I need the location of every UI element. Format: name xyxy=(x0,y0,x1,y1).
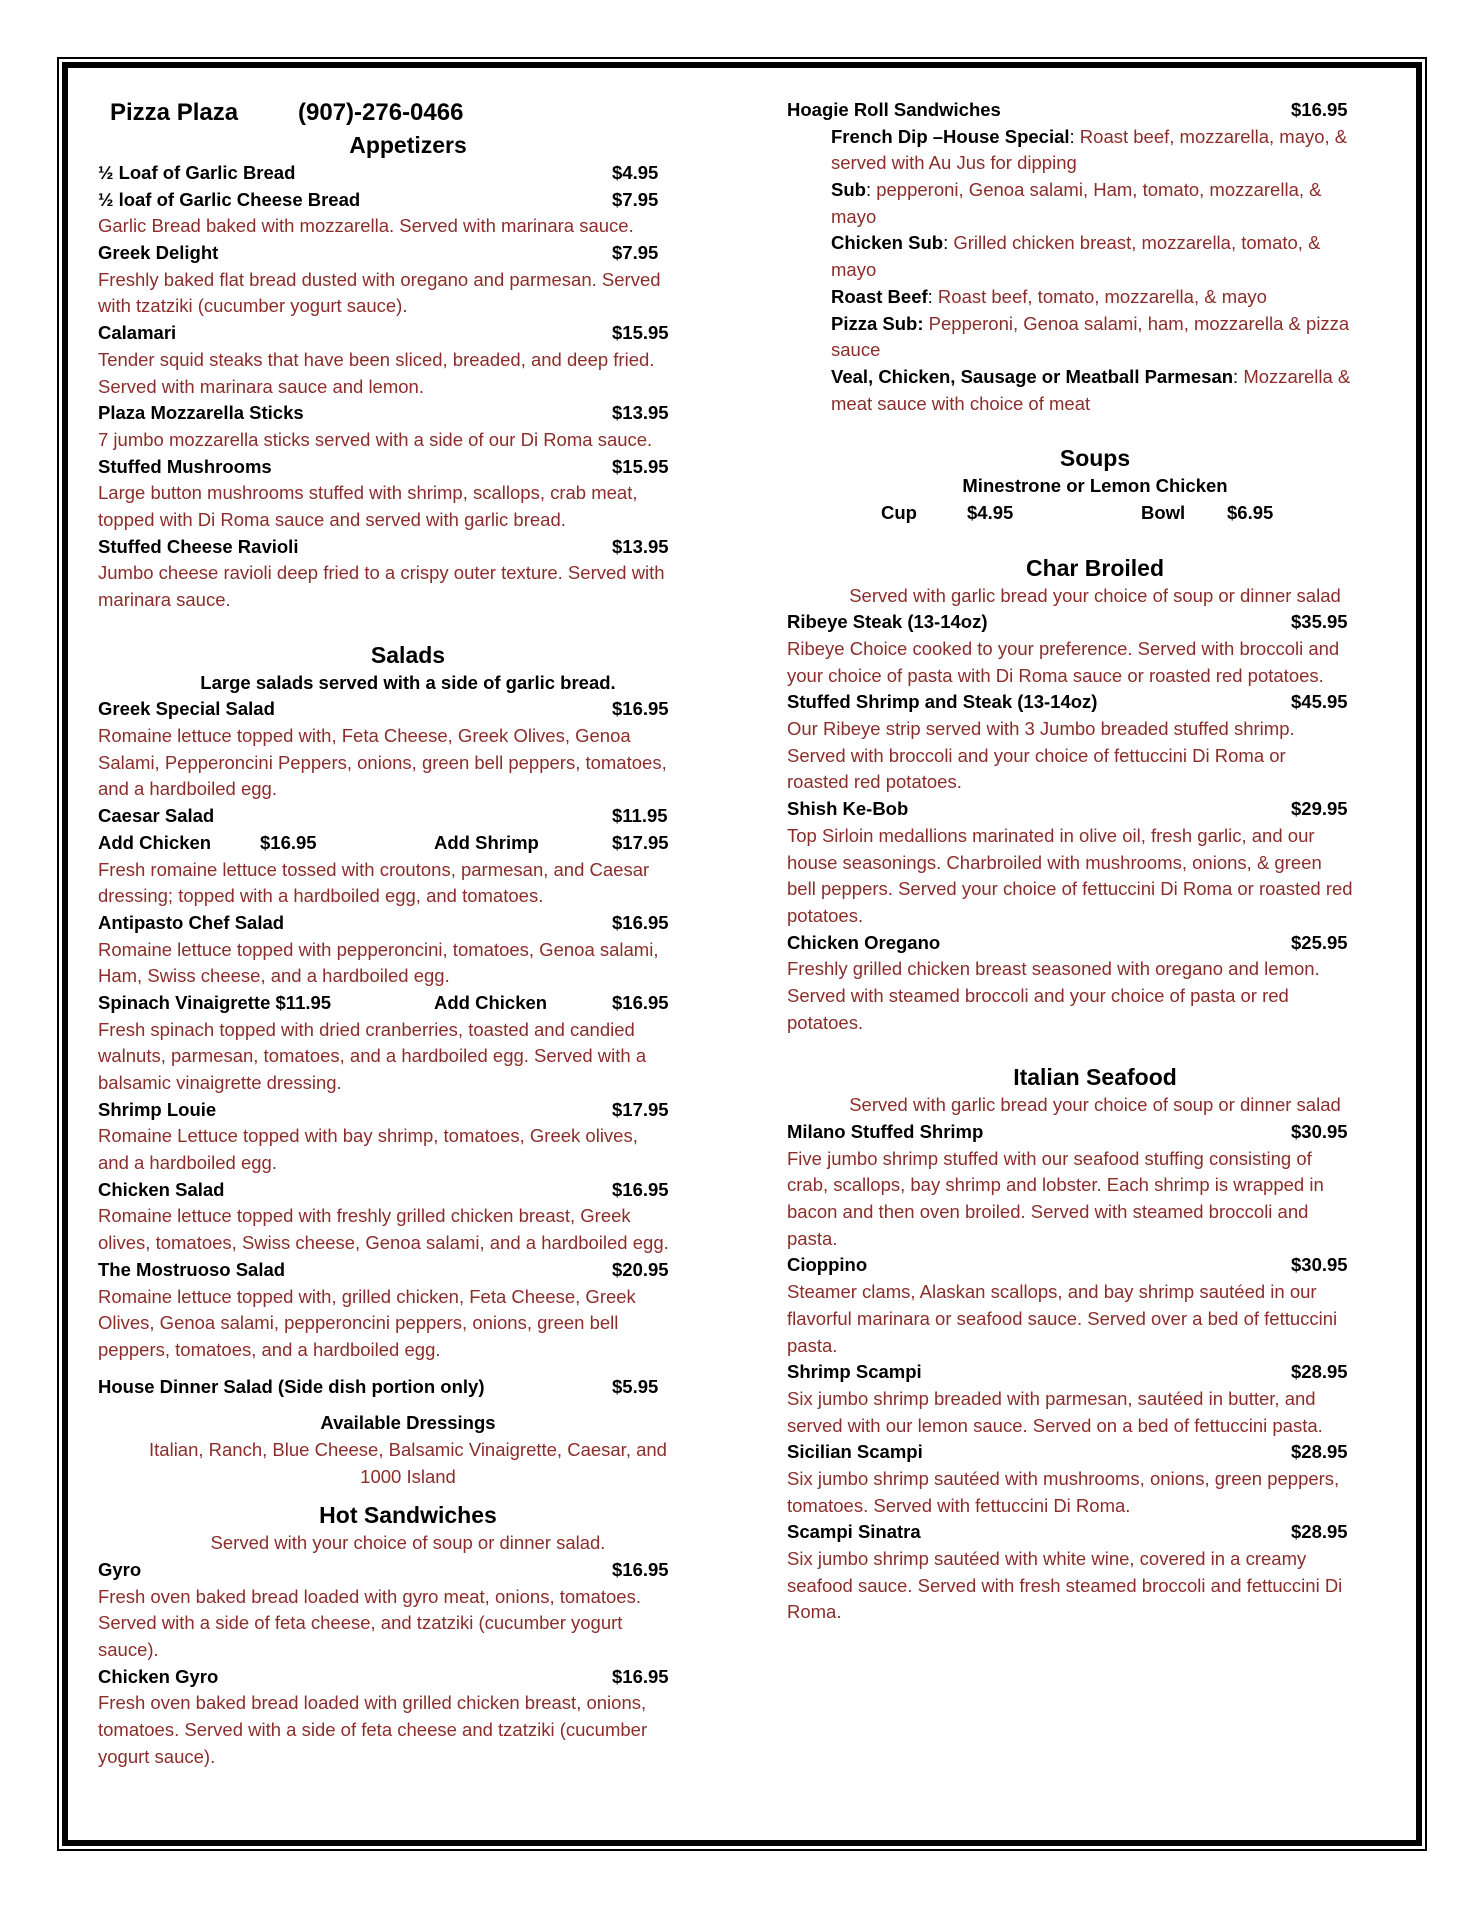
char-broiled-list xyxy=(787,609,1403,1036)
dressings-list xyxy=(98,1437,718,1490)
item-title-row xyxy=(98,696,718,723)
separator: : xyxy=(943,232,954,254)
item-description: your choice of pasta with Di Roma sauce or roasted red potatoes. xyxy=(787,664,1324,686)
section-title-hot-sandwiches: Hot Sandwiches xyxy=(319,1502,497,1529)
hoagie-item xyxy=(831,364,1403,417)
item-description: Tender squid steaks that have been sliced, breaded, and deep fried. xyxy=(98,348,655,370)
menu-item xyxy=(98,454,718,534)
hot-sandwiches-subtitle: Served with your choice of soup or dinner salad. xyxy=(210,1532,606,1554)
item-description: Freshly grilled chicken breast seasoned with oregano and lemon. xyxy=(787,958,1320,980)
item-description: Romaine lettuce topped with pepperoncini, tomatoes, Genoa salami, xyxy=(98,938,659,960)
item-description: Freshly baked flat bread dusted with oregano and parmesan. Served xyxy=(98,268,661,290)
bowl-label: Bowl xyxy=(1141,501,1186,523)
cup-label: Cup xyxy=(881,501,917,523)
item-title-row xyxy=(787,796,1403,823)
salad-caesar xyxy=(98,803,718,910)
item-title-row xyxy=(787,1119,1403,1146)
item-description: with tzatziki (cucumber yogurt sauce). xyxy=(98,295,408,317)
item-description: marinara sauce. xyxy=(98,589,231,610)
item-description: Grilled chicken breast, mozzarella, tomato, & xyxy=(953,232,1321,254)
menu-item xyxy=(787,689,1403,796)
soup-prices xyxy=(787,500,1403,527)
separator: : xyxy=(1233,365,1244,387)
item-description: Steamer clams, Alaskan scallops, and bay shrimp sautéed in our xyxy=(787,1281,1317,1303)
item-description: Our Ribeye strip served with 3 Jumbo breaded stuffed shrimp. xyxy=(787,718,1295,740)
item-description: Fresh oven baked bread loaded with grilled chicken breast, onions, xyxy=(98,1692,647,1714)
item-description: and a hardboiled egg. xyxy=(98,1152,277,1174)
restaurant-phone: (907)-276-0466 xyxy=(298,99,464,126)
item-description: Pepperoni, Genoa salami, ham, mozzarella & pizza xyxy=(928,312,1350,334)
addon-label: Add Chicken xyxy=(98,831,212,853)
item-description: roasted red potatoes. xyxy=(787,771,962,793)
item-price: $11.95 xyxy=(612,805,668,827)
menu-item xyxy=(787,796,1403,929)
house-dinner-salad xyxy=(98,1374,718,1401)
right-column xyxy=(787,97,1403,1626)
item-name: Scampi Sinatra xyxy=(787,1521,921,1543)
salads-subtitle: Large salads served with a side of garlic bread. xyxy=(200,671,616,693)
item-description: flavorful marinara or seafood sauce. Served over a bed of fettuccini xyxy=(787,1307,1338,1329)
item-name: ½ loaf of Garlic Cheese Bread xyxy=(98,188,361,210)
item-description: sauce). xyxy=(98,1639,159,1661)
item-title-row xyxy=(98,320,718,347)
item-price: $16.95 xyxy=(1291,99,1348,120)
item-title-row xyxy=(98,1557,718,1584)
item-price: $4.95 xyxy=(612,162,659,183)
item-description: 1000 Island xyxy=(360,1465,456,1487)
hoagie-list xyxy=(787,124,1403,418)
dressings-title: Available Dressings xyxy=(320,1412,496,1434)
menu-item xyxy=(98,160,718,187)
item-name: Greek Special Salad xyxy=(98,698,275,720)
item-name: House Dinner Salad (Side dish portion only) xyxy=(98,1375,485,1397)
hoagie-item xyxy=(831,230,1403,283)
seafood-subtitle: Served with garlic bread your choice of soup or dinner salad xyxy=(849,1094,1341,1116)
item-title-row xyxy=(98,187,718,214)
addon-price: $17.95 xyxy=(612,831,669,853)
item-name: Chicken Sub xyxy=(831,232,944,254)
item-description: Garlic Bread baked with mozzarella. Served with marinara sauce. xyxy=(98,215,634,237)
item-price: $25.95 xyxy=(1291,931,1348,953)
item-description: Fresh spinach topped with dried cranberries, toasted and candied xyxy=(98,1018,635,1040)
item-description: and a hardboiled egg. xyxy=(98,778,277,800)
menu-item xyxy=(98,1664,718,1771)
section-title-appetizers: Appetizers xyxy=(349,132,467,158)
item-description: Roma. xyxy=(787,1601,842,1623)
item-description: Top Sirloin medallions marinated in olive oil, fresh garlic, and our xyxy=(787,824,1315,846)
item-description: Jumbo cheese ravioli deep fried to a crispy outer texture. Served with xyxy=(98,562,665,584)
item-description: Fresh oven baked bread loaded with gyro meat, onions, tomatoes. xyxy=(98,1585,641,1607)
item-price: $16.95 xyxy=(612,1559,669,1580)
item-name: Veal, Chicken, Sausage or Meatball Parmesan xyxy=(831,365,1234,387)
item-description: seafood sauce. Served with fresh steamed broccoli and fettuccini Di xyxy=(787,1574,1343,1596)
menu-item xyxy=(98,187,718,240)
item-title-row xyxy=(98,1664,718,1691)
item-description: yogurt sauce). xyxy=(98,1745,216,1767)
item-name: Sicilian Scampi xyxy=(787,1441,923,1463)
hot-sandwiches-list xyxy=(98,1557,718,1771)
item-description: house seasonings. Charbroiled with mushrooms, onions, & green xyxy=(787,851,1322,873)
item-price: $13.95 xyxy=(612,535,669,557)
menu-item xyxy=(787,609,1403,689)
item-price: $7.95 xyxy=(612,188,659,210)
item-name: Spinach Vinaigrette $11.95 xyxy=(98,991,332,1013)
item-name: Gyro xyxy=(98,1559,142,1580)
item-description: Served with broccoli and your choice of fettuccini Di Roma or xyxy=(787,744,1286,766)
addon-label: Add Chicken xyxy=(434,991,548,1013)
cup-price: $4.95 xyxy=(967,501,1014,523)
item-price: $28.95 xyxy=(1291,1521,1348,1543)
item-title-row xyxy=(98,240,718,267)
appetizers-list xyxy=(98,160,718,614)
item-description: bacon and then oven broiled. Served with steamed broccoli and xyxy=(787,1201,1309,1223)
item-price: $17.95 xyxy=(612,1098,669,1120)
item-price: $28.95 xyxy=(1291,1361,1348,1383)
item-description: Roast beef, tomato, mozzarella, & mayo xyxy=(937,285,1267,307)
item-description: Six jumbo shrimp breaded with parmesan, sautéed in butter, and xyxy=(787,1387,1316,1409)
item-name: Chicken Gyro xyxy=(98,1665,219,1687)
item-description: dressing; topped with a hardboiled egg, and tomatoes. xyxy=(98,885,544,907)
addon-label: Add Shrimp xyxy=(434,831,539,853)
menu-item xyxy=(98,534,718,614)
item-description: Romaine lettuce topped with, Feta Cheese, Greek Olives, Genoa xyxy=(98,725,631,747)
menu-item xyxy=(787,1519,1403,1626)
item-description: walnuts, parmesan, tomatoes, and a hardboiled egg. Served with a xyxy=(98,1045,647,1067)
restaurant-header xyxy=(110,96,718,130)
separator: : xyxy=(927,285,938,307)
hoagie-item xyxy=(831,284,1403,311)
salad-chicken xyxy=(98,1177,718,1257)
item-description: pepperoni, Genoa salami, Ham, tomato, mozzarella, & xyxy=(876,179,1322,201)
item-title-row xyxy=(98,1257,718,1284)
item-price: $5.95 xyxy=(612,1375,659,1397)
item-title-row xyxy=(787,930,1403,957)
item-name: Cioppino xyxy=(787,1254,868,1276)
item-description: pasta. xyxy=(787,1334,838,1356)
item-description: Romaine lettuce topped with freshly grilled chicken breast, Greek xyxy=(98,1205,631,1227)
item-name: Chicken Salad xyxy=(98,1178,225,1200)
item-price: $16.95 xyxy=(612,698,669,720)
item-description: mayo xyxy=(831,205,877,227)
menu-item xyxy=(787,1119,1403,1252)
item-name: Plaza Mozzarella Sticks xyxy=(98,402,304,424)
section-title-hoagie: Hoagie Roll Sandwiches xyxy=(787,99,1001,120)
soups-subtitle: Minestrone or Lemon Chicken xyxy=(962,475,1228,497)
salad-spinach xyxy=(98,990,718,1097)
item-name: Ribeye Steak (13-14oz) xyxy=(787,611,988,633)
item-name: The Mostruoso Salad xyxy=(98,1258,286,1280)
item-title-row xyxy=(98,1097,718,1124)
item-description: Ribeye Choice cooked to your preference. Served with broccoli and xyxy=(787,638,1340,659)
item-name: Shrimp Scampi xyxy=(787,1361,922,1383)
item-price: $20.95 xyxy=(612,1258,669,1280)
item-description: Five jumbo shrimp stuffed with our seafood stuffing consisting of xyxy=(787,1147,1312,1169)
item-description: tomatoes. Served with fettuccini Di Roma. xyxy=(787,1494,1131,1516)
item-description: potatoes. xyxy=(787,904,864,926)
menu-item xyxy=(98,320,718,400)
item-title-row xyxy=(787,689,1403,716)
item-description: sauce xyxy=(831,339,881,361)
item-price: $35.95 xyxy=(1291,611,1348,633)
item-title-row xyxy=(98,534,718,561)
item-description: tomatoes. Served with a side of feta cheese and tzatziki (cucumber xyxy=(98,1719,648,1741)
item-description: Roast beef, mozzarella, mayo, & xyxy=(1079,125,1348,147)
bowl-price: $6.95 xyxy=(1227,501,1274,523)
item-name: Antipasto Chef Salad xyxy=(98,911,285,933)
item-name: Milano Stuffed Shrimp xyxy=(787,1121,984,1142)
item-name: Stuffed Mushrooms xyxy=(98,455,272,477)
menu-item xyxy=(98,1557,718,1664)
item-description: Italian, Ranch, Blue Cheese, Balsamic Vinaigrette, Caesar, and xyxy=(149,1438,667,1460)
item-name: Greek Delight xyxy=(98,242,219,264)
item-name: Pizza Sub: xyxy=(831,312,924,334)
item-description: Olives, Genoa salami, pepperoncini peppers, onions, green bell xyxy=(98,1312,619,1334)
item-name: Shrimp Louie xyxy=(98,1098,217,1120)
addon-price: $16.95 xyxy=(612,991,669,1013)
item-description: mayo xyxy=(831,259,877,281)
item-description: served with our lemon sauce. Served on a bed of fettuccini pasta. xyxy=(787,1414,1323,1436)
section-title-char-broiled: Char Broiled xyxy=(1025,554,1165,581)
item-price: $7.95 xyxy=(612,242,659,264)
item-description: Fresh romaine lettuce tossed with croutons, parmesan, and Caesar xyxy=(98,858,650,880)
item-description: Salami, Pepperoncini Peppers, onions, green bell peppers, tomatoes, xyxy=(98,751,667,773)
item-name: French Dip –House Special xyxy=(831,125,1070,147)
seafood-list xyxy=(787,1119,1403,1626)
item-price: $15.95 xyxy=(612,322,669,344)
salad-mostruoso xyxy=(98,1257,718,1364)
item-name: Stuffed Cheese Ravioli xyxy=(98,535,299,557)
item-price: $45.95 xyxy=(1291,691,1348,713)
item-description: Mozzarella & xyxy=(1243,365,1351,387)
hoagie-item xyxy=(831,124,1403,177)
item-description: 7 jumbo mozzarella sticks served with a side of our Di Roma sauce. xyxy=(98,428,653,450)
item-description: pasta. xyxy=(787,1227,838,1249)
item-title-row xyxy=(787,1252,1403,1279)
salad-shrimp-louie xyxy=(98,1097,718,1177)
item-name: Roast Beef xyxy=(831,285,928,307)
item-title-row xyxy=(98,1177,718,1204)
item-title-row xyxy=(98,910,718,937)
item-name: Sub xyxy=(831,179,866,201)
item-description: topped with Di Roma sauce and served with garlic bread. xyxy=(98,508,566,530)
item-price: $16.95 xyxy=(612,1178,669,1200)
item-title-row xyxy=(98,400,718,427)
item-name: Stuffed Shrimp and Steak (13-14oz) xyxy=(787,691,1098,713)
menu-item xyxy=(98,400,718,453)
menu-item xyxy=(787,1439,1403,1519)
item-name: Calamari xyxy=(98,322,177,344)
item-description: olives, tomatoes, Swiss cheese, Genoa salami, and a hardboiled egg. xyxy=(98,1232,669,1254)
item-name: ½ Loaf of Garlic Bread xyxy=(98,162,296,183)
item-description: Six jumbo shrimp sautéed with mushrooms, onions, green peppers, xyxy=(787,1467,1340,1489)
separator: : xyxy=(865,179,877,201)
section-title-italian-seafood: Italian Seafood xyxy=(1013,1064,1177,1091)
item-price: $30.95 xyxy=(1291,1254,1348,1276)
item-price: $13.95 xyxy=(612,402,669,424)
item-description: Six jumbo shrimp sautéed with white wine, covered in a creamy xyxy=(787,1548,1307,1569)
item-description: bell peppers. Served your choice of fettuccini Di Roma or roasted red xyxy=(787,878,1353,900)
section-title-soups: Soups xyxy=(1059,445,1131,472)
hoagie-header xyxy=(787,97,1403,124)
item-description: potatoes. xyxy=(787,1011,864,1033)
item-description: meat sauce with choice of meat xyxy=(831,392,1091,414)
salad-greek xyxy=(98,696,718,803)
item-name: Shish Ke-Bob xyxy=(787,798,909,820)
restaurant-name: Pizza Plaza xyxy=(110,99,239,126)
item-name: Chicken Oregano xyxy=(787,931,941,953)
hoagie-item xyxy=(831,311,1403,364)
left-column xyxy=(98,96,718,1771)
menu-item xyxy=(787,930,1403,1037)
section-title-salads: Salads xyxy=(370,641,446,668)
menu-item xyxy=(98,240,718,320)
item-price: $15.95 xyxy=(612,455,669,477)
item-description: Ham, Swiss cheese, and a hardboiled egg. xyxy=(98,965,450,987)
item-title-row xyxy=(787,1519,1403,1546)
item-description: Served with marinara sauce and lemon. xyxy=(98,375,424,397)
item-description: Romaine Lettuce topped with bay shrimp, tomatoes, Greek olives, xyxy=(98,1125,638,1147)
item-title-row xyxy=(98,454,718,481)
salad-antipasto xyxy=(98,910,718,990)
item-description: Romaine lettuce topped with, grilled chicken, Feta Cheese, Greek xyxy=(98,1285,636,1307)
menu-item xyxy=(787,1359,1403,1439)
item-description: crab, scallops, bay shrimp and lobster. Each shrimp is wrapped in xyxy=(787,1174,1324,1196)
addon-price: $16.95 xyxy=(260,831,317,853)
item-description: served with Au Jus for dipping xyxy=(831,152,1077,174)
item-price: $29.95 xyxy=(1291,798,1348,820)
item-price: $16.95 xyxy=(612,1665,669,1687)
menu-item xyxy=(787,1252,1403,1359)
item-description: peppers, tomatoes, and a hardboiled egg. xyxy=(98,1338,441,1360)
item-description: balsamic vinaigrette dressing. xyxy=(98,1072,342,1093)
item-price: $30.95 xyxy=(1291,1121,1348,1142)
char-broiled-subtitle: Served with garlic bread your choice of soup or dinner salad xyxy=(849,584,1341,606)
item-title-row xyxy=(787,1359,1403,1386)
item-price: $16.95 xyxy=(612,911,669,933)
separator: : xyxy=(1069,125,1080,147)
item-title-row xyxy=(787,609,1403,636)
item-price: $28.95 xyxy=(1291,1441,1348,1463)
item-description: Served with a side of feta cheese, and tzatziki (cucumber yogurt xyxy=(98,1612,623,1634)
item-title-row xyxy=(787,1439,1403,1466)
hoagie-item xyxy=(831,177,1403,230)
item-title-row xyxy=(98,160,718,187)
item-name: Caesar Salad xyxy=(98,805,215,827)
item-description: Served with steamed broccoli and your choice of pasta or red xyxy=(787,984,1289,1006)
item-description: Large button mushrooms stuffed with shrimp, scallops, crab meat, xyxy=(98,482,638,504)
